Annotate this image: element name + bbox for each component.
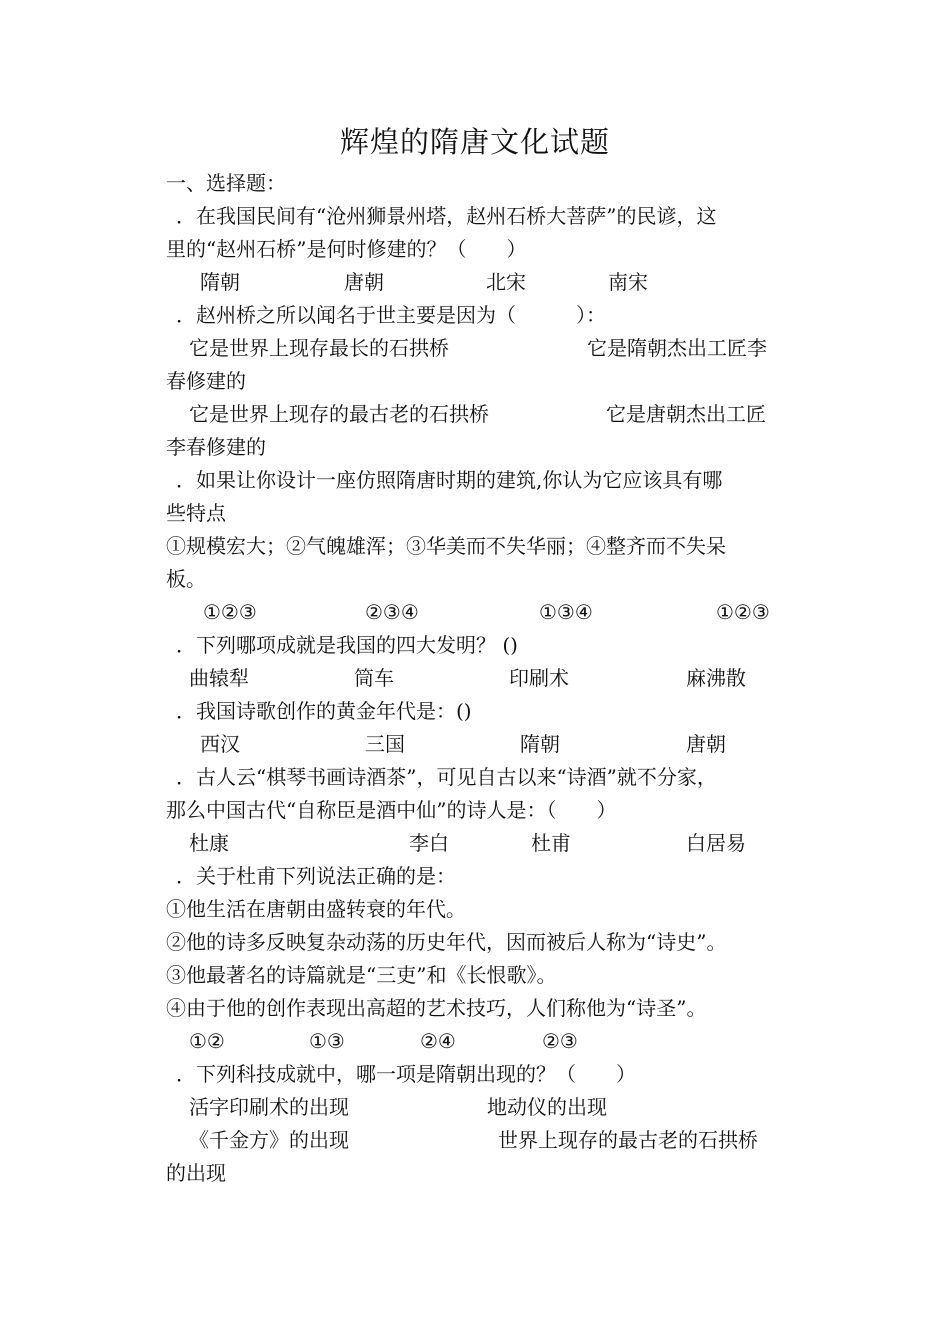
q1-option-d: 南宋 <box>608 270 648 294</box>
q2-option-a: 它是世界上现存最长的石拱桥 <box>189 336 449 360</box>
q7-statement-4: ④由于他的创作表现出高超的艺术技巧，人们称他为“诗圣”。 <box>166 996 707 1020</box>
section-heading: 一、选择题： <box>166 171 286 195</box>
q2-option-b: 它是隋朝杰出工匠李 <box>587 336 767 360</box>
q4-option-d: 麻沸散 <box>686 666 746 690</box>
q1-option-b: 唐朝 <box>344 270 384 294</box>
q1-option-c: 北宋 <box>486 270 526 294</box>
q7-option-d: ②③ <box>542 1029 578 1053</box>
q3-option-d: ①②③ <box>716 600 770 624</box>
q4-stem: ．下列哪项成就是我国的四大发明？ () <box>176 633 518 657</box>
q4-option-c: 印刷术 <box>509 666 569 690</box>
q6-stem-line1: ．古人云“棋琴书画诗酒茶”，可见自古以来“诗酒”就不分家， <box>176 765 717 789</box>
q8-option-d: 世界上现存的最古老的石拱桥 <box>498 1128 758 1152</box>
q3-option-c: ①③④ <box>539 600 593 624</box>
page-title: 辉煌的隋唐文化试题 <box>339 125 610 159</box>
q6-option-b: 李白 <box>409 831 449 855</box>
q7-statement-1: ①他生活在唐朝由盛转衰的年代。 <box>166 897 466 921</box>
q1-stem-line1: ．在我国民间有“沧州狮景州塔，赵州石桥大菩萨”的民谚，这 <box>176 204 717 228</box>
q3-stem-line3: ①规模宏大；②气魄雄浑；③华美而不失华丽；④整齐而不失呆 <box>166 534 726 558</box>
q8-option-b: 地动仪的出现 <box>487 1095 607 1119</box>
q2-stem: ．赵州桥之所以闻名于世主要是因为（ ）： <box>176 303 606 327</box>
q2-option-d-cont: 李春修建的 <box>166 435 266 459</box>
q2-option-b-cont: 春修建的 <box>166 369 246 393</box>
q7-option-c: ②④ <box>420 1029 456 1053</box>
q5-option-b: 三国 <box>365 732 405 756</box>
q8-option-d-cont: 的出现 <box>166 1161 226 1185</box>
q3-stem-line4: 板。 <box>166 567 206 591</box>
q3-option-a: ①②③ <box>203 600 257 624</box>
q6-option-a: 杜康 <box>189 831 229 855</box>
q5-option-a: 西汉 <box>200 732 240 756</box>
q6-stem-line2: 那么中国古代“自称臣是酒中仙”的诗人是：（ ） <box>166 798 617 822</box>
q3-stem-line2: 些特点 <box>166 501 226 525</box>
q8-option-a: 活字印刷术的出现 <box>189 1095 349 1119</box>
q7-statement-2: ②他的诗多反映复杂动荡的历史年代，因而被后人称为“诗史”。 <box>166 930 727 954</box>
q1-stem-line2: 里的“赵州石桥”是何时修建的？（ ） <box>166 237 527 261</box>
q5-stem: ．我国诗歌创作的黄金年代是：() <box>176 699 472 723</box>
q6-option-c: 杜甫 <box>531 831 571 855</box>
q8-stem: ．下列科技成就中，哪一项是隋朝出现的？（ ） <box>176 1062 636 1086</box>
q7-option-b: ①③ <box>309 1029 345 1053</box>
q2-option-d: 它是唐朝杰出工匠 <box>606 402 766 426</box>
q3-stem-line1: ．如果让你设计一座仿照隋唐时期的建筑,你认为它应该具有哪 <box>176 468 723 492</box>
q7-option-a: ①② <box>189 1029 225 1053</box>
q3-option-b: ②③④ <box>365 600 419 624</box>
q2-option-c: 它是世界上现存的最古老的石拱桥 <box>189 402 489 426</box>
q4-option-a: 曲辕犁 <box>189 666 249 690</box>
q7-statement-3: ③他最著名的诗篇就是“三吏”和《长恨歌》。 <box>166 963 557 987</box>
q5-option-d: 唐朝 <box>686 732 726 756</box>
q5-option-c: 隋朝 <box>520 732 560 756</box>
q6-option-d: 白居易 <box>686 831 746 855</box>
q1-option-a: 隋朝 <box>200 270 240 294</box>
q8-option-c: 《千金方》的出现 <box>189 1128 349 1152</box>
q7-stem: ．关于杜甫下列说法正确的是： <box>176 864 456 888</box>
q4-option-b: 筒车 <box>354 666 394 690</box>
